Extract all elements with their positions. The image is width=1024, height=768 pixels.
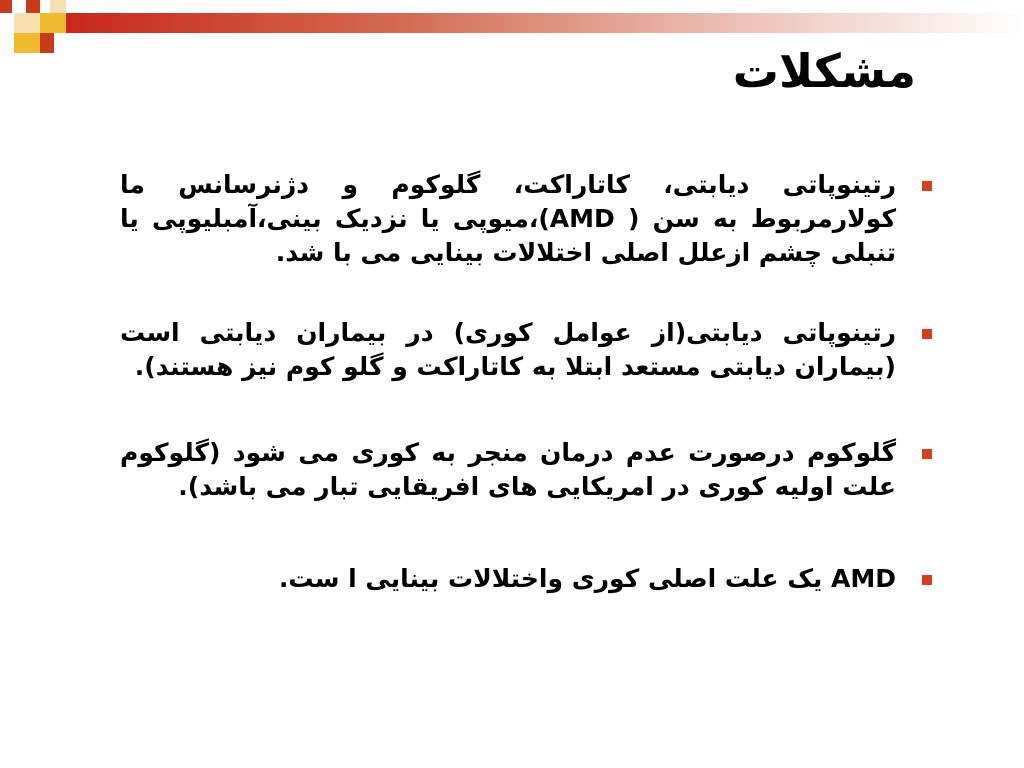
decor-square bbox=[26, 0, 40, 13]
bullet-text: رتینوپاتی دیابتی، کاتاراکت، گلوکوم و دژنرسانس ما کولارمربوط به سن ( AMD)،میوپی یا نزدیک بینی،آمبلیوپی یا تنبلی چشم ازعلل اصلی اختلالات بینایی می با شد. bbox=[120, 170, 896, 267]
bullet-item bbox=[120, 168, 932, 270]
header-gradient-bar bbox=[66, 13, 1024, 33]
square-bullet-icon bbox=[922, 329, 932, 339]
bullet-item bbox=[120, 562, 932, 596]
bullet-text: رتینوپاتی دیابتی(از عوامل کوری) در بیماران دیابتی است (بیماران دیابتی مستعد ابتلا به کاتاراکت و گلو کوم نیز هستند). bbox=[120, 318, 896, 381]
bullet-item bbox=[120, 316, 932, 384]
square-bullet-icon bbox=[922, 181, 932, 191]
bullet-item bbox=[120, 436, 932, 504]
decor-square bbox=[50, 0, 66, 13]
decor-square bbox=[40, 13, 66, 33]
square-bullet-icon bbox=[922, 575, 932, 585]
square-bullet-icon bbox=[922, 449, 932, 459]
decor-square bbox=[40, 33, 54, 53]
decor-square bbox=[0, 0, 12, 13]
decor-square bbox=[14, 33, 40, 53]
bullet-text: گلوکوم درصورت عدم درمان منجر به کوری می شود (گلوکوم علت اولیه کوری در امریکایی های افریقایی تبار می باشد). bbox=[120, 438, 896, 501]
bullet-text: AMD یک علت اصلی کوری واختلالات بینایی ا ست. bbox=[278, 564, 896, 593]
bullet-list bbox=[120, 168, 932, 596]
decor-square bbox=[14, 13, 40, 33]
slide-title: مشکلات bbox=[732, 44, 916, 98]
